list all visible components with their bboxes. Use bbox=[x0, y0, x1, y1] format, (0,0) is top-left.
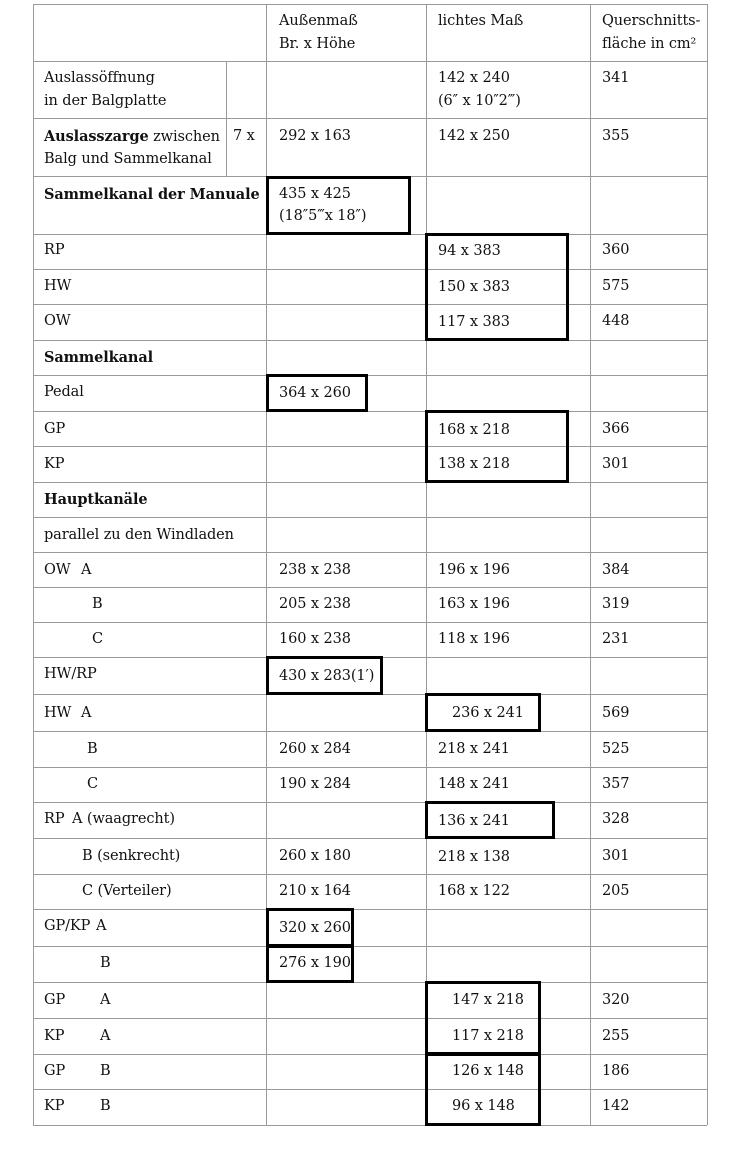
inner-dimension: 196 x 196 bbox=[438, 562, 510, 578]
inner-dimension: 94 x 383 bbox=[438, 243, 501, 259]
grid-line bbox=[33, 909, 707, 910]
row-label: KP bbox=[44, 1028, 65, 1044]
row-label-bold: Auslasszarge bbox=[44, 128, 149, 145]
grid-line bbox=[33, 482, 707, 483]
outer-dimension: 210 x 164 bbox=[279, 883, 351, 899]
area-value: 186 bbox=[602, 1063, 630, 1079]
row-label: GP bbox=[44, 1063, 66, 1079]
row-label: RP bbox=[44, 811, 65, 827]
outer-dimension: 260 x 180 bbox=[279, 848, 351, 864]
row-label: HW bbox=[44, 705, 72, 721]
grid-line bbox=[426, 4, 427, 1125]
row-label bbox=[44, 126, 220, 148]
row-sublabel: B bbox=[87, 741, 98, 757]
header-inner: lichtes Maß bbox=[438, 13, 524, 29]
inner-dimension: 117 x 218 bbox=[452, 1028, 524, 1044]
area-value: 366 bbox=[602, 421, 630, 437]
row-label: GP bbox=[44, 992, 66, 1008]
header-outer-line2: Br. x Höhe bbox=[279, 36, 356, 52]
grid-line bbox=[33, 118, 707, 119]
grid-line bbox=[33, 61, 707, 62]
grid-line bbox=[33, 838, 707, 839]
row-sublabel: A bbox=[96, 918, 107, 934]
inner-dimension: 126 x 148 bbox=[452, 1063, 524, 1079]
row-label: GP bbox=[44, 421, 66, 437]
row-label: RP bbox=[44, 242, 65, 258]
header-outer-line1: Außenmaß bbox=[279, 13, 358, 29]
row-label: parallel zu den Windladen bbox=[44, 527, 234, 543]
outer-dimension: 276 x 190 bbox=[279, 955, 351, 971]
grid-line bbox=[33, 446, 707, 447]
inner-dimension: 147 x 218 bbox=[452, 992, 524, 1008]
area-value: 575 bbox=[602, 278, 630, 294]
grid-line bbox=[33, 375, 707, 376]
count-value: 7 x bbox=[233, 128, 255, 144]
inner-dimension: 142 x 250 bbox=[438, 128, 510, 144]
area-value: 142 bbox=[602, 1098, 630, 1114]
grid-line bbox=[590, 4, 591, 1125]
inner-dimension: 96 x 148 bbox=[452, 1098, 515, 1114]
outer-dimension: 320 x 260 bbox=[279, 920, 351, 936]
grid-line bbox=[33, 802, 707, 803]
row-sublabel: B bbox=[100, 1098, 111, 1114]
row-sublabel: A bbox=[100, 1028, 111, 1044]
inner-dimension: 118 x 196 bbox=[438, 631, 510, 647]
header-area-line1: Querschnitts- bbox=[602, 13, 701, 29]
area-value: 205 bbox=[602, 883, 630, 899]
outer-dimension: (18″5‴x 18″) bbox=[279, 208, 367, 224]
outer-dimension: 435 x 425 bbox=[279, 186, 351, 202]
inner-dimension: 142 x 240 bbox=[438, 70, 510, 86]
outer-dimension: 205 x 238 bbox=[279, 596, 351, 612]
grid-line bbox=[707, 4, 708, 1125]
grid-line bbox=[33, 340, 707, 341]
outer-dimension: 190 x 284 bbox=[279, 776, 351, 792]
inner-dimension: 168 x 218 bbox=[438, 422, 510, 438]
inner-dimension: 148 x 241 bbox=[438, 776, 510, 792]
row-label: Balg und Sammelkanal bbox=[44, 151, 212, 167]
row-sublabel: B bbox=[100, 1063, 111, 1079]
row-label: GP/KP bbox=[44, 918, 91, 934]
inner-dimension: 136 x 241 bbox=[438, 813, 510, 829]
outer-dimension: 364 x 260 bbox=[279, 385, 351, 401]
row-label: HW bbox=[44, 278, 72, 294]
row-label: OW bbox=[44, 562, 71, 578]
row-sublabel: C bbox=[87, 776, 98, 792]
area-value: 360 bbox=[602, 242, 630, 258]
row-sublabel: C bbox=[92, 631, 103, 647]
grid-line bbox=[33, 411, 707, 412]
grid-line bbox=[33, 304, 707, 305]
inner-dimension: 218 x 241 bbox=[438, 741, 510, 757]
area-value: 384 bbox=[602, 562, 630, 578]
inner-dimension: (6″ x 10″2‴) bbox=[438, 93, 521, 109]
grid-line bbox=[33, 587, 707, 588]
row-sublabel: C (Verteiler) bbox=[82, 883, 172, 899]
area-value: 319 bbox=[602, 596, 630, 612]
section-heading: Sammelkanal bbox=[44, 349, 154, 366]
row-label-rest: zwischen bbox=[148, 129, 220, 145]
grid-line bbox=[33, 982, 707, 983]
inner-dimension: 150 x 383 bbox=[438, 279, 510, 295]
section-heading: Hauptkanäle bbox=[44, 491, 148, 508]
grid-line bbox=[33, 767, 707, 768]
row-label: KP bbox=[44, 456, 65, 472]
inner-dimension: 117 x 383 bbox=[438, 314, 510, 330]
grid-line bbox=[33, 622, 707, 623]
grid-line bbox=[33, 1018, 707, 1019]
inner-dimension: 168 x 122 bbox=[438, 883, 510, 899]
grid-line bbox=[33, 874, 707, 875]
grid-line bbox=[33, 946, 707, 947]
outer-dimension: 430 x 283(1′) bbox=[279, 668, 375, 684]
area-value: 320 bbox=[602, 992, 630, 1008]
row-sublabel: B (senkrecht) bbox=[82, 848, 181, 864]
row-label: OW bbox=[44, 313, 71, 329]
area-value: 569 bbox=[602, 705, 630, 721]
row-sublabel: A (waagrecht) bbox=[72, 811, 175, 827]
grid-line bbox=[33, 517, 707, 518]
header-area-line2: fläche in cm² bbox=[602, 36, 697, 52]
outer-dimension: 260 x 284 bbox=[279, 741, 351, 757]
row-label: Pedal bbox=[44, 384, 84, 400]
area-value: 255 bbox=[602, 1028, 630, 1044]
row-label: KP bbox=[44, 1098, 65, 1114]
row-sublabel: A bbox=[81, 562, 92, 578]
section-heading: Sammelkanal der Manuale bbox=[44, 186, 260, 203]
inner-dimension: 163 x 196 bbox=[438, 596, 510, 612]
row-sublabel: A bbox=[100, 992, 111, 1008]
area-value: 341 bbox=[602, 70, 630, 86]
grid-line bbox=[33, 1125, 707, 1126]
area-value: 355 bbox=[602, 128, 630, 144]
area-value: 328 bbox=[602, 811, 630, 827]
grid-line bbox=[226, 61, 227, 176]
row-sublabel: B bbox=[100, 955, 111, 971]
grid-line bbox=[33, 731, 707, 732]
outer-dimension: 160 x 238 bbox=[279, 631, 351, 647]
grid-line bbox=[33, 1054, 707, 1055]
grid-line bbox=[33, 1089, 707, 1090]
row-label: Auslassöffnung bbox=[44, 70, 155, 86]
row-label: in der Balgplatte bbox=[44, 93, 167, 109]
row-sublabel: A bbox=[81, 705, 92, 721]
area-value: 357 bbox=[602, 776, 630, 792]
inner-dimension: 218 x 138 bbox=[438, 849, 510, 865]
area-value: 525 bbox=[602, 741, 630, 757]
outer-dimension: 292 x 163 bbox=[279, 128, 351, 144]
area-value: 301 bbox=[602, 456, 630, 472]
row-label: HW/RP bbox=[44, 666, 97, 682]
grid-line bbox=[33, 4, 34, 1125]
area-value: 231 bbox=[602, 631, 630, 647]
inner-dimension: 138 x 218 bbox=[438, 456, 510, 472]
row-sublabel: B bbox=[92, 596, 103, 612]
inner-dimension: 236 x 241 bbox=[452, 705, 524, 721]
grid-line bbox=[33, 269, 707, 270]
area-value: 448 bbox=[602, 313, 630, 329]
area-value: 301 bbox=[602, 848, 630, 864]
outer-dimension: 238 x 238 bbox=[279, 562, 351, 578]
grid-line bbox=[33, 552, 707, 553]
grid-line bbox=[33, 4, 707, 5]
